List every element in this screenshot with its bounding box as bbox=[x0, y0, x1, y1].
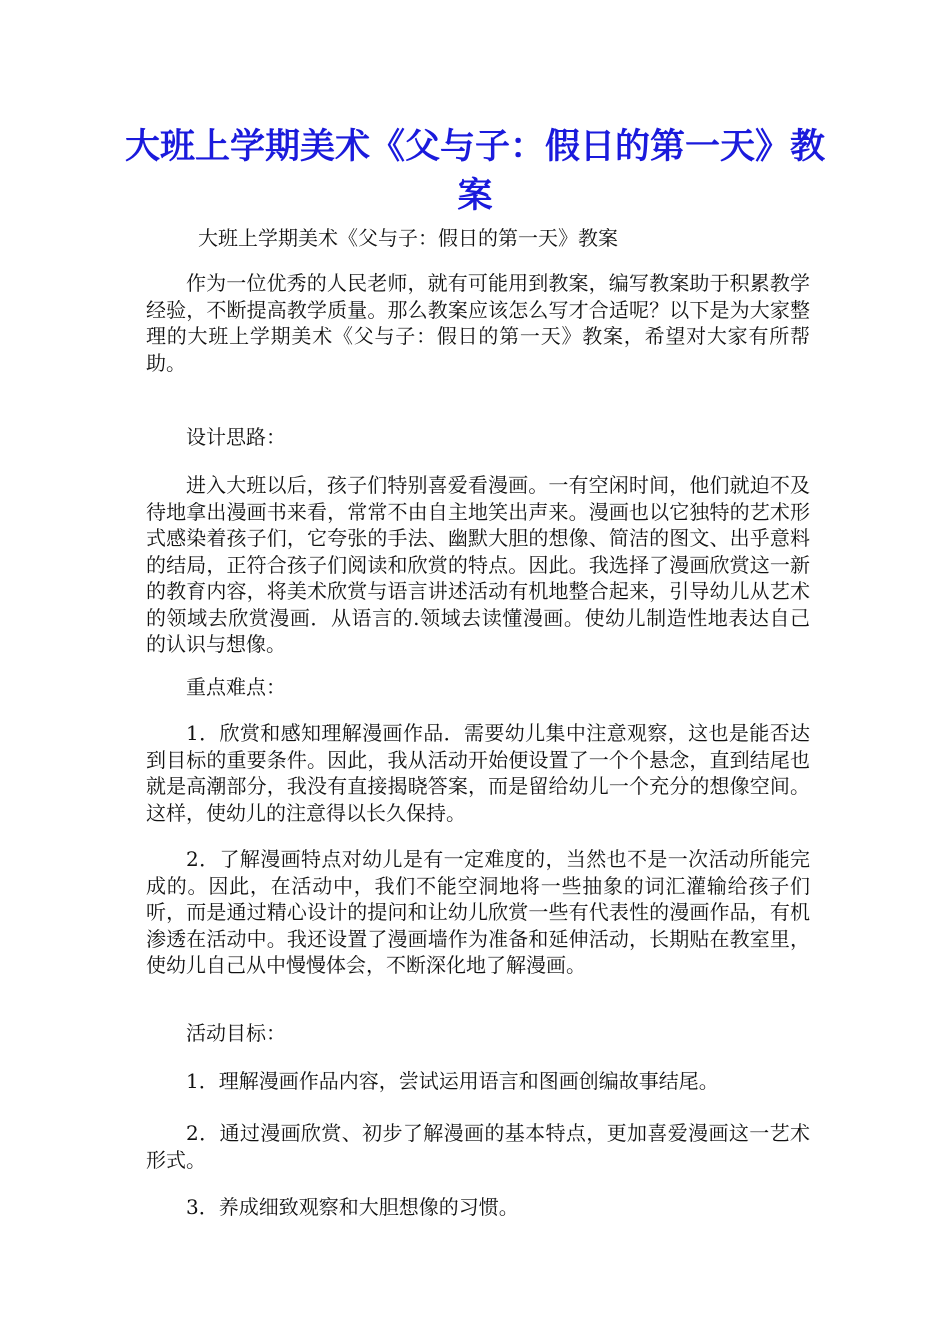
key-point-2: 2．了解漫画特点对幼儿是有一定难度的，当然也不是一次活动所能完成的。因此，在活动中，我们不能空洞地将一些抽象的词汇灌输给孩子们听，而是通过精心设计的提问和让幼儿欣赏一些有代表性的漫画作品，有机渗透在活动中。我还设置了漫画墙作为准备和延伸活动，长期贴在教室里，使幼儿自己从中慢慢体会，不断深化地了解漫画。 bbox=[146, 847, 810, 977]
document-title: 大班上学期美术《父与子：假日的第一天》教案 bbox=[124, 126, 825, 216]
section-heading-goals: 活动目标： bbox=[186, 1021, 286, 1045]
intro-paragraph: 作为一位优秀的人民老师，就有可能用到教案，编写教案助于积累教学经验，不断提高教学质量。那么教案应该怎么写才合适呢？以下是为大家整理的大班上学期美术《父与子：假日的第一天》教案，希望对大家有所帮助。 bbox=[146, 271, 810, 375]
key-point-1: 1．欣赏和感知理解漫画作品．需要幼儿集中注意观察，这也是能否达到目标的重要条件。因此，我从活动开始便设置了一个个悬念，直到结尾也就是高潮部分，我没有直接揭晓答案，而是留给幼儿一个充分的想像空间。这样，使幼儿的注意得以长久保持。 bbox=[146, 721, 810, 825]
document-subtitle: 大班上学期美术《父与子：假日的第一天》教案 bbox=[198, 226, 618, 250]
goal-1: 1．理解漫画作品内容，尝试运用语言和图画创编故事结尾。 bbox=[186, 1069, 719, 1093]
goal-2: 2．通过漫画欣赏、初步了解漫画的基本特点，更加喜爱漫画这一艺术形式。 bbox=[146, 1121, 810, 1172]
section-heading-design: 设计思路： bbox=[186, 425, 286, 449]
section-heading-key-points: 重点难点： bbox=[186, 675, 286, 699]
design-paragraph: 进入大班以后，孩子们特别喜爱看漫画。一有空闲时间，他们就迫不及待地拿出漫画书来看，常常不由自主地笑出声来。漫画也以它独特的艺术形式感染着孩子们，它夸张的手法、幽默大胆的想像、简洁的图文、出乎意料的结局，正符合孩子们阅读和欣赏的特点。因此。我选择了漫画欣赏这一新的教育内容，将美术欣赏与语言讲述活动有机地整合起来，引导幼儿从艺术的领域去欣赏漫画．从语言的.领域去读懂漫画。使幼儿制造性地表达自己的认识与想像。 bbox=[146, 473, 810, 656]
goal-3: 3．养成细致观察和大胆想像的习惯。 bbox=[186, 1195, 519, 1219]
